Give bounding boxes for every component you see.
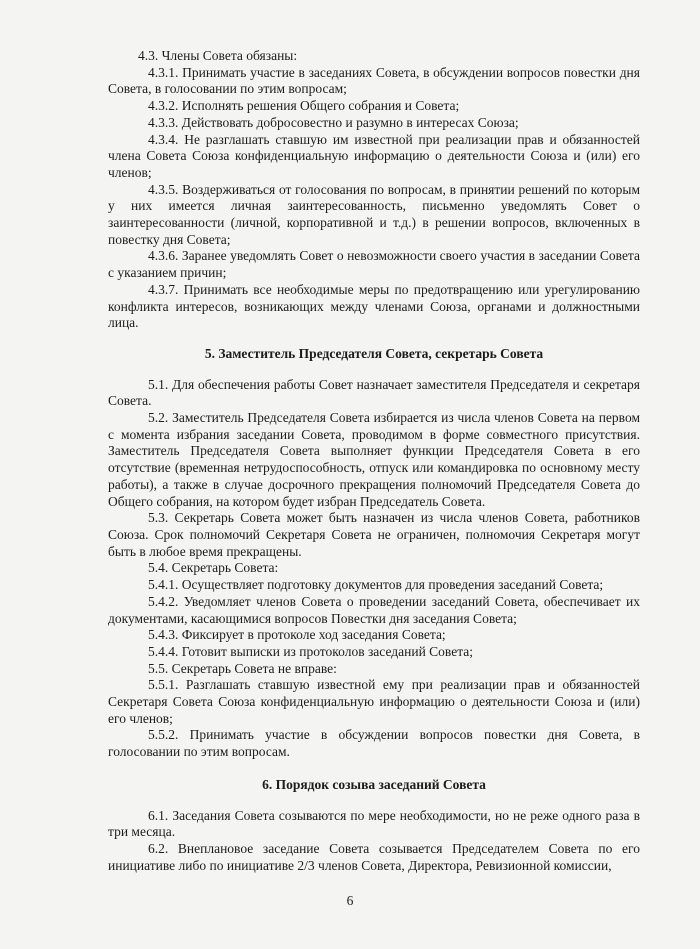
paragraph-5-4-3: 5.4.3. Фиксирует в протоколе ход заседания Совета; [148,627,446,643]
paragraph-5-3: 5.3. Секретарь Совета может быть назначен из числа членов Совета, работников Союза. Срок полномочий Секретаря Совета не ограничен, полномочия Секретаря могут быть в любое время прекращены. [108,510,640,559]
paragraph-5-4: 5.4. Секретарь Совета: [148,560,279,576]
paragraph-6-2: 6.2. Внеплановое заседание Совета созывается Председателем Совета по его инициативе либо по инициативе 2/3 членов Совета, Директора, Ревизионной комиссии, [108,840,640,873]
paragraph-4-3-1: 4.3.1. Принимать участие в заседаниях Совета, в обсуждении вопросов повестки дня Совета, в голосовании по этим вопросам; [108,64,640,97]
paragraph-4-3-5: 4.3.5. Воздерживаться от голосования по вопросам, в принятии решений по которым у них имеется личная заинтересованность, письменно уведомлять Совет о заинтересованности (личной, корпоративной и т.д.) в решении вопросов, включенных в повестку дня Совета; [108,181,640,247]
paragraph-4-3-6: 4.3.6. Заранее уведомлять Совет о невозможности своего участия в заседании Совета с указанием причин; [108,248,640,281]
page-number: 6 [346,893,354,908]
paragraph-4-3: 4.3. Члены Совета обязаны: [138,48,298,63]
paragraph-4-3-2: 4.3.2. Исполнять решения Общего собрания и Совета; [148,98,460,114]
paragraph-5-4-1: 5.4.1. Осуществляет подготовку документов для проведения заседаний Совета; [148,577,604,593]
paragraph-5-5-1: 5.5.1. Разглашать ставшую известной ему при реализации прав и обязанностей Секретаря Совета Союза конфиденциальную информацию о деятельности Союза и (или) его членов; [108,677,640,726]
paragraph-4-3-3: 4.3.3. Действовать добросовестно и разумно в интересах Союза; [148,114,519,130]
paragraph-5-5-2: 5.5.2. Принимать участие в обсуждении вопросов повестки дня Совета, в голосовании по этим вопросам. [108,727,640,760]
paragraph-5-4-2: 5.4.2. Уведомляет членов Совета о проведении заседаний Совета, обеспечивает их документами, касающимися вопросов Повестки дня заседания Совета; [108,593,640,626]
paragraph-5-1: 5.1. Для обеспечения работы Совет назначает заместителя Председателя и секретаря Совета. [108,376,640,409]
paragraph-5-5: 5.5. Секретарь Совета не вправе: [148,660,337,676]
section-heading-5: 5. Заместитель Председателя Совета, секретарь Совета [204,345,544,361]
paragraph-4-3-7: 4.3.7. Принимать все необходимые меры по предотвращению или урегулированию конфликта интересов, возникающих между членами Союза, органами и должностными лица. [108,281,640,331]
section-heading-6: 6. Порядок созыва заседаний Совета [262,776,486,792]
paragraph-6-1: 6.1. Заседания Совета созываются по мере необходимости, но не реже одного раза в три месяца. [108,807,640,840]
paragraph-5-4-4: 5.4.4. Готовит выписки из протоколов заседаний Совета; [148,643,474,659]
paragraph-5-2: 5.2. Заместитель Председателя Совета избирается из числа членов Совета на первом с момента избрания заседании Совета, проводимом в форме совместного присутствия. Заместитель Председателя Совета выполняет функции Председателя Совета в его отсутствие (временная нетрудоспособность, отпуск или командировка по основному месту работы), а также в случае досрочного прекращения полномочий Председателя Совета до Общего собрания, на котором будет избран Председатель Совета. [108,410,640,509]
paragraph-4-3-4: 4.3.4. Не разглашать ставшую им известной при реализации прав и обязанностей члена Совета Союза конфиденциальную информацию о деятельности Союза и (или) его членов; [108,131,640,180]
